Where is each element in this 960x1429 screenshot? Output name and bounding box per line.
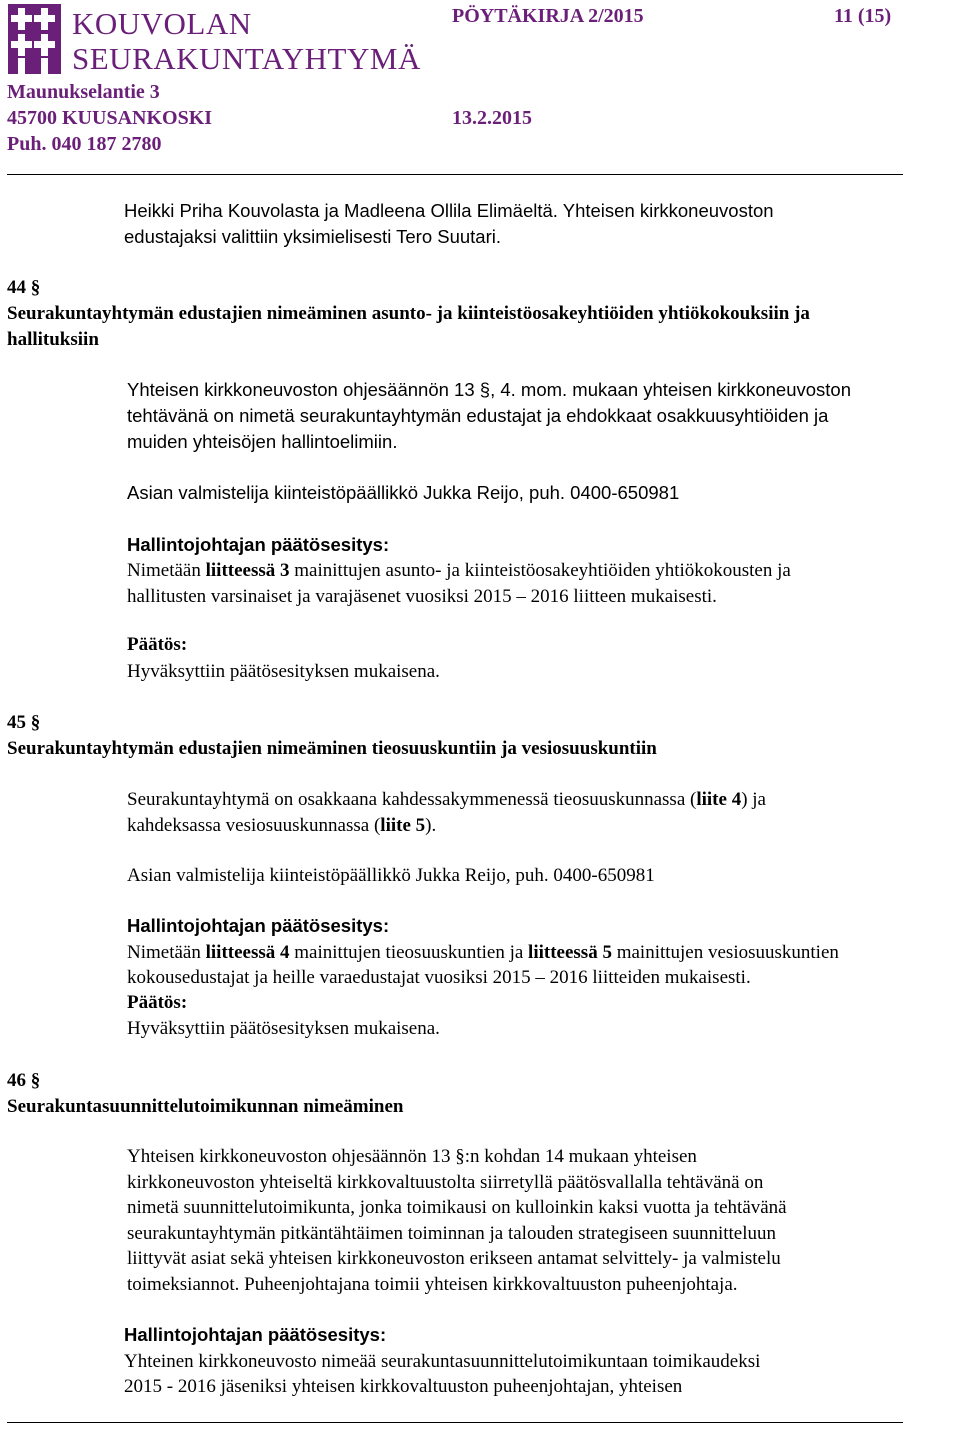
section-44-para-3: muiden yhteisöjen hallintoelimiin.: [127, 431, 398, 452]
document-title: PÖYTÄKIRJA 2/2015: [452, 5, 644, 27]
footer-divider: [7, 1422, 903, 1423]
cross-logo-icon: [8, 4, 61, 74]
section-44-decision-heading: Päätös:: [127, 634, 188, 655]
section-44-proposal-line-2: hallitusten varsinaiset ja varajäsenet vuosiksi 2015 – 2016 liitteen mukaisesti.: [127, 586, 717, 607]
section-46-line-3: nimetä suunnittelutoimikunta, jonka toimikausi on kulloinkin kaksi vuotta ja tehtävänä: [127, 1197, 787, 1218]
section-46-line-2: kirkkoneuvoston yhteiseltä kirkkovaltuustolta siirretyllä päätösvallalla tehtävänä on: [127, 1172, 764, 1193]
document-date: 13.2.2015: [452, 107, 532, 129]
org-name-line2: SEURAKUNTAYHTYMÄ: [72, 41, 421, 76]
section-46-line-5: liittyvät asiat sekä yhteisen kirkkoneuvoston erikseen antamat selvittely- ja valmistelu: [127, 1248, 781, 1269]
section-45-para-2: kahdeksassa vesiosuuskunnassa (liite 5).: [127, 815, 437, 836]
section-46-line-4: seurakuntayhtymän pitkäntähtäimen toiminnan ja talouden strategiseen suunnitteluun: [127, 1223, 777, 1244]
section-44-number: 44 §: [7, 277, 41, 298]
address-street: Maunukselantie 3: [7, 81, 160, 103]
page-number: 11 (15): [834, 5, 892, 27]
phone-number: Puh. 040 187 2780: [7, 133, 162, 155]
section-44-preparer: Asian valmistelija kiinteistöpäällikkö Jukka Reijo, puh. 0400-650981: [127, 482, 680, 503]
intro-line-2: edustajaksi valittiin yksimielisesti Tero Suutari.: [124, 226, 502, 247]
section-44-decision: Hyväksyttiin päätösesityksen mukaisena.: [127, 661, 440, 682]
section-46-line-1: Yhteisen kirkkoneuvoston ohjesäännön 13 §:n kohdan 14 mukaan yhteisen: [127, 1146, 697, 1167]
section-45-preparer: Asian valmistelija kiinteistöpäällikkö Jukka Reijo, puh. 0400-650981: [127, 865, 655, 886]
section-44-proposal-line-1: Nimetään liitteessä 3 mainittujen asunto- ja kiinteistöosakeyhtiöiden yhtiökokousten ja: [127, 560, 791, 581]
org-name-line1: KOUVOLAN: [72, 6, 252, 41]
intro-line-1: Heikki Priha Kouvolasta ja Madleena Ollila Elimäeltä. Yhteisen kirkkoneuvoston: [124, 200, 774, 221]
section-45-number: 45 §: [7, 712, 41, 733]
section-45-proposal-line-2: kokousedustajat ja heille varaedustajat vuosiksi 2015 – 2016 liitteiden mukaisesti.: [127, 967, 751, 988]
section-46-number: 46 §: [7, 1070, 41, 1091]
section-46-line-6: toimeksiannot. Puheenjohtajana toimii yhteisen kirkkovaltuuston puheenjohtaja.: [127, 1274, 738, 1295]
section-45-decision: Hyväksyttiin päätösesityksen mukaisena.: [127, 1018, 440, 1039]
section-44-title-1: Seurakuntayhtymän edustajien nimeäminen asunto- ja kiinteistöosakeyhtiöiden yhtiökokouksiin ja: [7, 303, 810, 324]
section-45-proposal-line-1: Nimetään liitteessä 4 mainittujen tieosuuskuntien ja liitteessä 5 mainittujen vesiosuuskuntien: [127, 942, 839, 963]
address-city: 45700 KUUSANKOSKI: [7, 107, 213, 129]
section-46-proposal-line-1: Yhteinen kirkkoneuvosto nimeää seurakuntasuunnittelutoimikuntaan toimikaudeksi: [124, 1351, 761, 1372]
section-45-decision-heading: Päätös:: [127, 992, 188, 1013]
section-46-proposal-heading: Hallintojohtajan päätösesitys:: [124, 1324, 387, 1345]
section-44-para-2: tehtävänä on nimetä seurakuntayhtymän edustajat ja ehdokkaat osakkuusyhtiöiden ja: [127, 405, 829, 426]
section-44-proposal-heading: Hallintojohtajan päätösesitys:: [127, 534, 390, 555]
section-46-proposal-line-2: 2015 - 2016 jäseniksi yhteisen kirkkovaltuuston puheenjohtajan, yhteisen: [124, 1376, 683, 1397]
section-45-title: Seurakuntayhtymän edustajien nimeäminen tieosuuskuntiin ja vesiosuuskuntiin: [7, 738, 657, 759]
section-45-para-1: Seurakuntayhtymä on osakkaana kahdessakymmenessä tieosuuskunnassa (liite 4) ja: [127, 789, 766, 810]
header-divider: [7, 174, 903, 175]
section-44-para-1: Yhteisen kirkkoneuvoston ohjesäännön 13 §, 4. mom. mukaan yhteisen kirkkoneuvoston: [127, 379, 851, 400]
section-44-title-2: hallituksiin: [7, 329, 99, 350]
section-46-title: Seurakuntasuunnittelutoimikunnan nimeäminen: [7, 1096, 404, 1117]
section-45-proposal-heading: Hallintojohtajan päätösesitys:: [127, 915, 390, 936]
